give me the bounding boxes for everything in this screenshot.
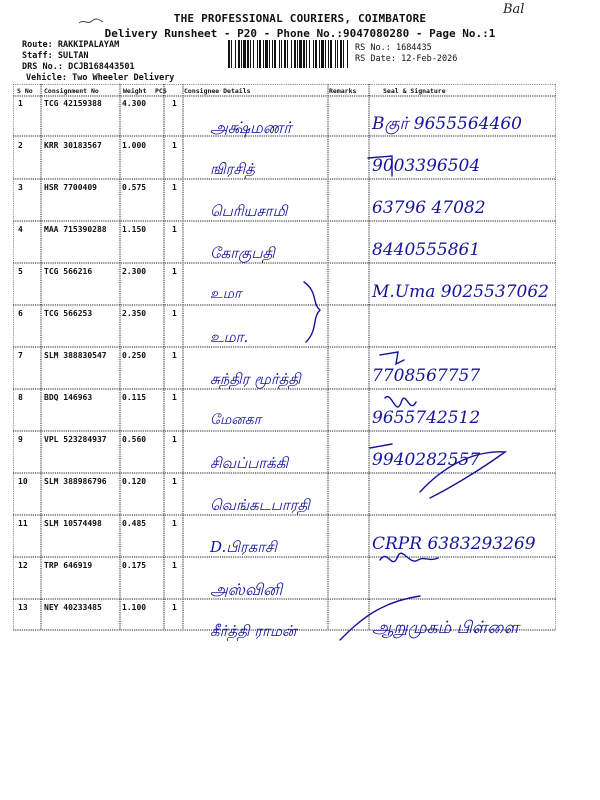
row-consignee-handwriting: மேனகா (210, 412, 262, 428)
row-seal-handwriting: 8440555861 (372, 240, 481, 260)
row-consignment-no: MAA 715390288 (44, 225, 107, 234)
row-weight: 1.150 (122, 225, 147, 234)
row-pcs: 1 (172, 519, 177, 528)
row-weight: 0.120 (122, 477, 147, 486)
row-consignee-handwriting: கீர்த்தி ராமன் (210, 622, 297, 640)
row-pcs: 1 (172, 141, 177, 150)
row-consignee-handwriting: ஙிரசித் (210, 160, 255, 178)
row-seal-handwriting: CRPR 6383293269 (372, 534, 536, 554)
row-consignee-handwriting: D.பிரகாசி (210, 538, 277, 556)
row-sno: 4 (18, 225, 23, 234)
row-consignment-no: TCG 566216 (44, 267, 93, 276)
rs-no-label: RS No.: (355, 43, 391, 53)
row-pcs: 1 (172, 477, 177, 486)
row-weight: 0.250 (122, 351, 147, 360)
row-consignee-handwriting: உமா (210, 286, 242, 302)
row-weight: 2.300 (122, 267, 147, 276)
row-sno: 3 (18, 183, 23, 192)
row-pcs: 1 (172, 393, 177, 402)
row-sno: 11 (18, 519, 28, 528)
row-weight: 4.300 (122, 99, 147, 108)
row-sno: 10 (18, 477, 28, 486)
row-consignee-handwriting: சிவப்பாக்கி (210, 454, 289, 472)
row-consignment-no: VPL 523284937 (44, 435, 107, 444)
row-sno: 2 (18, 141, 23, 150)
row-consignee-handwriting: பெரியசாமி (210, 202, 288, 220)
row-consignment-no: NEY 40233485 (44, 603, 102, 612)
row-consignee-handwriting: சுந்திர மூர்த்தி (210, 370, 301, 388)
row-sno: 9 (18, 435, 23, 444)
row-consignee-handwriting: அக்ஷ்மணர் (210, 118, 292, 137)
row-weight: 1.000 (122, 141, 147, 150)
company-title: THE PROFESSIONAL COURIERS, COIMBATORE (173, 12, 427, 25)
row-sno: 6 (18, 309, 23, 318)
row-seal-handwriting: ஆறுமுகம் பிள்ளை (372, 618, 519, 638)
row-sno: 1 (18, 99, 23, 108)
row-sno: 13 (18, 603, 28, 612)
row-seal-handwriting: Bகுர் 9655564460 (372, 114, 522, 134)
row-pcs: 1 (172, 309, 177, 318)
rs-no-value: 1684435 (395, 43, 432, 53)
row-seal-handwriting: 63796 47082 (372, 198, 486, 218)
row-pcs: 1 (172, 99, 177, 108)
row-pcs: 1 (172, 435, 177, 444)
row-consignee-handwriting: அஸ்வினி (210, 580, 283, 599)
row-sno: 7 (18, 351, 23, 360)
row-pcs: 1 (172, 183, 177, 192)
row-weight: 0.485 (122, 519, 147, 528)
header-consignment: Consignment No (44, 87, 99, 95)
header-remarks: Remarks (329, 87, 357, 95)
row-pcs: 1 (172, 351, 177, 360)
row-seal-handwriting: 7708567757 (372, 366, 481, 386)
row-consignment-no: TRP 646919 (44, 561, 93, 570)
drs-label: DRS No.: (22, 62, 63, 72)
row-weight: 1.100 (122, 603, 147, 612)
row-seal-handwriting: 9655742512 (372, 408, 481, 428)
staff-label: Staff: (22, 51, 53, 61)
row-sno: 12 (18, 561, 28, 570)
row-seal-handwriting: M.Uma 9025537062 (372, 282, 549, 302)
row-consignment-no: HSR 7700409 (44, 183, 97, 192)
row-pcs: 1 (172, 267, 177, 276)
row-pcs: 1 (172, 225, 177, 234)
row-consignment-no: TCG 566253 (44, 309, 93, 318)
row-consignee-handwriting: உமா. (210, 328, 249, 346)
row-consignment-no: SLM 388830547 (44, 351, 107, 360)
header-pcs: PCS (155, 87, 167, 95)
route-value: RAKKIPALAYAM (57, 40, 120, 50)
vehicle-label: Vehicle: (26, 73, 67, 83)
staff-value: SULTAN (57, 51, 89, 61)
row-consignment-no: SLM 10574498 (44, 519, 102, 528)
rs-date-value: 12-Feb-2026 (401, 54, 458, 64)
runsheet-subtitle: Delivery Runsheet - P20 - Phone No.:9047080280 - Page No.:1 (104, 27, 496, 40)
row-pcs: 1 (172, 603, 177, 612)
header-consignee: Consignee Details (184, 87, 251, 95)
header-weight: Weight (123, 87, 147, 95)
row-weight: 0.575 (122, 183, 147, 192)
row-sno: 8 (18, 393, 23, 402)
vehicle-value: Two Wheeler Delivery (72, 73, 175, 83)
header-sno: S No (17, 87, 33, 95)
row-weight: 2.350 (122, 309, 147, 318)
row-sno: 5 (18, 267, 23, 276)
row-consignee-handwriting: கோகுபதி (210, 244, 275, 262)
row-consignment-no: TCG 42159388 (44, 99, 102, 108)
route-label: Route: (22, 40, 53, 50)
row-seal-handwriting: 9003396504 (372, 156, 481, 176)
header-seal: Seal & Signature (383, 87, 446, 95)
row-weight: 0.560 (122, 435, 147, 444)
rs-date-label: RS Date: (355, 54, 396, 64)
drs-value: DCJB168443501 (68, 62, 135, 72)
row-pcs: 1 (172, 561, 177, 570)
row-seal-handwriting: 9940282557 (372, 450, 481, 470)
row-consignment-no: KRR 30183567 (44, 141, 102, 150)
corner-initials: Bal (503, 2, 525, 17)
row-weight: 0.175 (122, 561, 147, 570)
row-consignee-handwriting: வெங்கடபாரதி (210, 496, 310, 514)
row-weight: 0.115 (122, 393, 147, 402)
row-consignment-no: SLM 388986796 (44, 477, 107, 486)
row-consignment-no: BDQ 146963 (44, 393, 93, 402)
